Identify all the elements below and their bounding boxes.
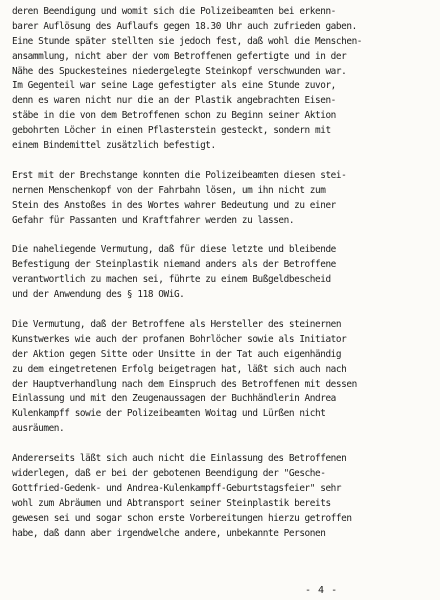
paragraph-1 xyxy=(12,5,434,154)
text-line: Kunstwerkes wie auch der profanen Bohrlöcher sowie als Initiator xyxy=(12,333,347,345)
text-line: Gefahr für Passanten und Kraftfahrer werden zu lassen. xyxy=(12,214,295,226)
text-line: Im Gegenteil war seine Lage gefestigter als eine Stunde zuvor, xyxy=(12,80,336,92)
paragraph-4 xyxy=(12,318,434,437)
text-line: Befestigung der Steinplastik niemand anders als der Betroffene xyxy=(12,259,336,271)
document-body xyxy=(12,5,434,542)
paragraph-5 xyxy=(12,452,434,541)
text-line: Einlassung und mit den Zeugenaussagen der Buchhändlerin Andrea xyxy=(12,393,336,405)
text-line: ansammlung, nicht aber der vom Betroffenen gefertigte und in der xyxy=(12,50,347,62)
text-line: Kulenkampff sowie der Polizeibeamten Woitag und Lürßen nicht xyxy=(12,408,326,420)
text-line: der Aktion gegen Sitte oder Unsitte in der Tat auch eigenhändig xyxy=(12,348,342,360)
text-line: verantwortlich zu machen sei, führte zu einem Bußgeldbescheid xyxy=(12,274,331,286)
paragraph-3 xyxy=(12,243,434,303)
text-line: Nähe des Spuckesteines niedergelegte Steinkopf verschwunden war. xyxy=(12,65,347,77)
text-line: denn es waren nicht nur die an der Plastik angebrachten Eisen- xyxy=(12,95,336,107)
text-line: deren Beendigung und womit sich die Polizeibeamten bei erkenn- xyxy=(12,6,336,17)
text-line: widerlegen, daß er bei der gebotenen Beendigung der "Gesche- xyxy=(12,468,326,480)
paragraph-2 xyxy=(12,169,434,229)
text-line: und der Anwendung des § 118 OWiG. xyxy=(12,289,185,301)
page-number: - 4 - xyxy=(305,585,338,596)
text-line: wohl zum Abräumen und Abtransport seiner Steinplastik bereits xyxy=(12,497,331,509)
text-line: Stein des Anstoßes in des Wortes wahrer Bedeutung und zu einer xyxy=(12,199,336,211)
text-line: stäbe in die von dem Betroffenen schon zu Beginn seiner Aktion xyxy=(12,110,336,122)
text-line: Eine Stunde später stellten sie jedoch fest, daß wohl die Menschen- xyxy=(12,35,363,47)
text-line: barer Auflösung des Auflaufs gegen 18.30 Uhr auch zufrieden gaben. xyxy=(12,20,357,32)
text-line: nernen Menschenkopf von der Fahrbahn lösen, um ihn nicht zum xyxy=(12,184,326,196)
text-line: habe, daß dann aber irgendwelche andere, unbekannte Personen xyxy=(12,527,326,539)
text-line: einem Bindemittel zusätzlich befestigt. xyxy=(12,140,216,152)
text-line: Gottfried-Gedenk- und Andrea-Kulenkampff-Geburtstagsfeier" sehr xyxy=(12,482,342,494)
text-line: ausräumen. xyxy=(12,423,65,435)
text-line: Erst mit der Brechstange konnten die Polizeibeamten diesen stei- xyxy=(12,169,347,181)
text-line: Die Vermutung, daß der Betroffene als Hersteller des steinernen xyxy=(12,319,342,331)
text-line: Andererseits läßt sich auch nicht die Einlassung des Betroffenen xyxy=(12,453,347,465)
text-line: zu dem eingetretenen Erfolg beigetragen hat, läßt sich auch nach xyxy=(12,363,347,375)
text-line: gewesen sei und sogar schon erste Vorbereitungen hierzu getroffen xyxy=(12,512,352,524)
text-line: der Hauptverhandlung nach dem Einspruch des Betroffenen mit dessen xyxy=(12,378,357,390)
text-line: gebohrten Löcher in einen Pflasterstein gesteckt, sondern mit xyxy=(12,125,331,137)
text-line: Die naheliegende Vermutung, daß für diese letzte und bleibende xyxy=(12,244,336,256)
